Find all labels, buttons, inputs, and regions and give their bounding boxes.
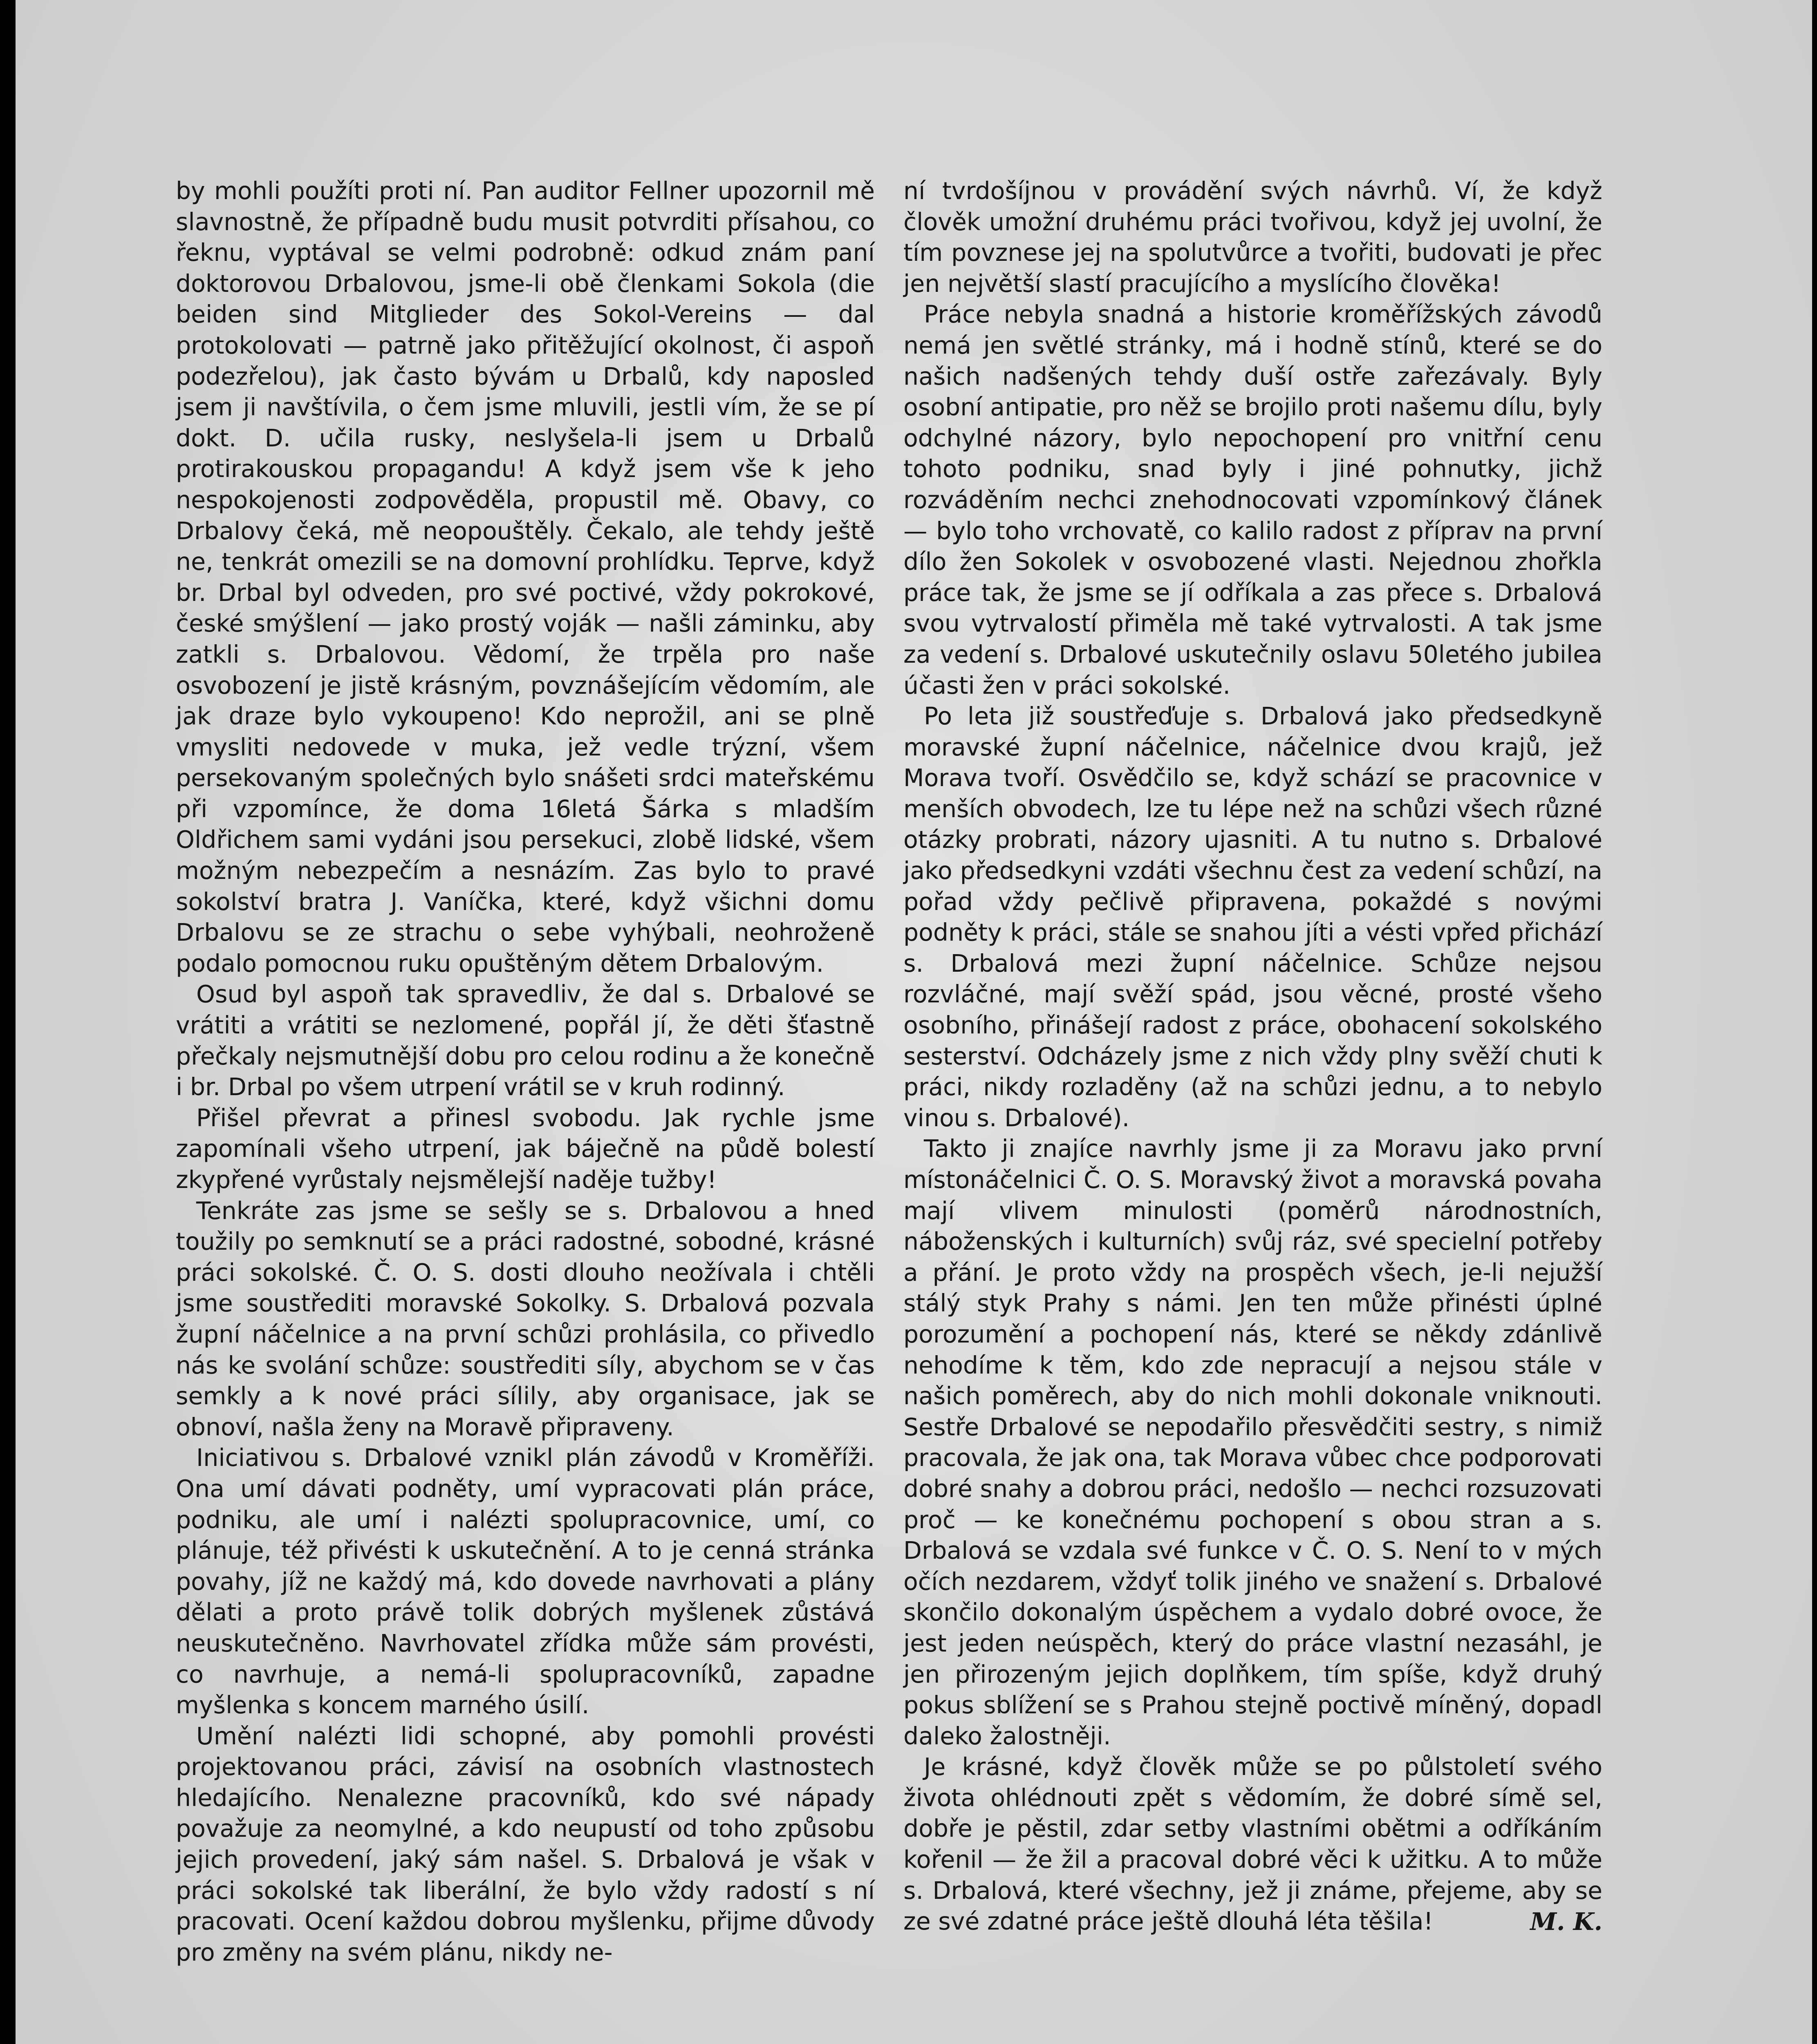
paragraph-6: Umění nalézti lidi schopné, aby pomohli provésti projektovanou práci, závisí na osobních vlastnostech hledajícího. Nenalezne pracovníků, kdo své nápady považuje za neomylné, a kdo neupustí od toho způsobu jejich provedení, jaký sám našel. S. Drbalová je však v práci sokolské tak liberální, že bylo vždy radostí s ní pracovati. Ocení každou dobrou myšlenku, přijme důvody pro změny na svém plánu, nikdy ne-	[176, 1722, 875, 1966]
paragraph-2: Osud byl aspoň tak spravedliv, že dal s. Drbalové se vrátiti a vrátiti se nezlomené, popřál jí, že děti šťastně přečkaly nejsmutnější dobu pro celou rodinu a že konečně i br. Drbal po všem utrpení vrátil se v kruh rodinný.	[176, 980, 875, 1101]
paragraph-9: Po leta již soustřeďuje s. Drbalová jako předsedkyně moravské župní náčelnice, náčelnice dvou krajů, jež Morava tvoří. Osvědčilo se, když schází se pracovnice v menších obvodech, lze tu lépe než na schůzi všech různé otázky probrati, názory ujasniti. A tu nutno s. Drbalové jako předsedkyni vzdáti všechnu čest za vedení schůzí, na pořad vždy pečlivě připravena, pokaždé s novými podněty k práci, stále se snahou jíti a vésti vpřed přichází s. Drbalová mezi župní náčelnice. Schůze nejsou rozvláčné, mají svěží spád, jsou věcné, prosté všeho osobního, přinášejí radost z práce, obohacení sokolského sesterství. Odcházely jsme z nich vždy plny svěží chuti k práci, nikdy rozladěny (až na schůzi jednu, a to nebylo vinou s. Drbalové).	[903, 702, 1602, 1132]
page	[16, 0, 1812, 2044]
paragraph-5: Iniciativou s. Drbalové vznikl plán závodů v Kroměříži. Ona umí dávati podněty, umí vypracovati plán práce, podniku, ale umí i nalézti spolupracovnice, umí, co plánuje, též přivésti k uskutečnění. A to je cenná stránka povahy, jíž ne každý má, kdo dovede navrhovati a plány dělati a proto právě tolik dobrých myšlenek zůstává neuskutečněno. Navrhovatel zřídka může sám provésti, co navrhuje, a nemá-li spolupracovníků, zapadne myšlenka s koncem marného úsilí.	[176, 1444, 875, 1719]
right-column	[903, 176, 1602, 1937]
closing-text: Je krásné, když člověk může se po půlstoletí svého života ohlédnouti zpět s vědomím, že dobré símě sel, dobře je pěstil, zdar setby vlastními obětmi a odříkáním kořenil — že žil a pracoval dobré věci k užitku. A to může s. Drbalová, které všechny, jež ji známe, přejeme, aby se ze své zdatné práce ještě dlouhá léta těšila!	[903, 1753, 1602, 1936]
left-column	[176, 176, 875, 1968]
paragraph-4: Tenkráte zas jsme se sešly se s. Drbalovou a hned toužily po semknutí se a práci radostné, sobodné, krásné práci sokolské. Č. O. S. dosti dlouho neožívala i chtěli jsme soustřediti moravské Sokolky. S. Drbalová pozvala župní náčelnice a na první schůzi prohlásila, co přivedlo nás ke svolání schůze: soustřediti síly, abychom se v čas semkly a k nové práci sílily, aby organisace, jak se obnoví, našla ženy na Moravě připraveny.	[176, 1197, 875, 1441]
author-signature: M. K.	[1530, 1907, 1602, 1936]
paragraph-7: ní tvrdošíjnou v provádění svých návrhů. Ví, že když člověk umožní druhému práci tvořivou, když jej uvolní, že tím povznese jej na spolutvůrce a tvořiti, budovati je přec jen největší slastí pracujícího a myslícího člověka!	[903, 177, 1602, 298]
paragraph-8: Práce nebyla snadná a historie kroměřížských závodů nemá jen světlé stránky, má i hodně stínů, které se do našich nadšených tehdy duší ostře zařezávaly. Byly osobní antipatie, pro něž se brojilo proti našemu dílu, byly odchylné názory, bylo nepochopení pro vnitřní cenu tohoto podniku, snad byly i jiné pohnutky, jichž rozváděním nechci znehodnocovati vzpomínkový článek — bylo toho vrchovatě, co kalilo radost z příprav na první dílo žen Sokolek v osvobozené vlasti. Nejednou zhořkla práce tak, že jsme se jí odříkala a zas přece s. Drbalová svou vytrvalostí přiměla mě také vytrvalosti. A tak jsme za vedení s. Drbalové uskutečnily oslavu 50letého jubilea účasti žen v práci sokolské.	[903, 300, 1602, 699]
paragraph-11	[903, 1752, 1602, 1937]
paragraph-3: Přišel převrat a přinesl svobodu. Jak rychle jsme zapomínali všeho utrpení, jak báječně na půdě bolestí zkypřené vyrůstaly nejsmělejší naděje tužby!	[176, 1104, 875, 1194]
paragraph-1: by mohli použíti proti ní. Pan auditor Fellner upozornil mě slavnostně, že případně budu musit potvrditi přísahou, co řeknu, vyptával se velmi podrobně: odkud znám paní doktorovou Drbalovou, jsme-li obě členkami Sokola (die beiden sind Mitglieder des Sokol-Vereins — dal protokolovati — patrně jako přitěžující okolnost, či aspoň podezřelou), jak často bývám u Drbalů, kdy naposled jsem ji navštívila, o čem jsme mluvili, jestli vím, že se pí dokt. D. učila rusky, neslyšela-li jsem u Drbalů protirakouskou propagandu! A když jsem vše k jeho nespokojenosti zodpověděla, propustil mě. Obavy, co Drbalovy čeká, mě neopouštěly. Čekalo, ale tehdy ještě ne, tenkrát omezili se na domovní prohlídku. Teprve, když br. Drbal byl odveden, pro své poctivé, vždy pokrokové, české smýšlení — jako prostý voják — našli záminku, aby zatkli s. Drbalovou. Vědomí, že trpěla pro naše osvobození je jistě krásným, povznášejícím vědomím, ale jak draze bylo vykoupeno! Kdo neprožil, ani se plně vmysliti nedovede v muka, jež vedle trýzní, všem persekovaným společných bylo snášeti srdci mateřskému při vzpomínce, že doma 16letá Šárka s mladším Oldřichem sami vydáni jsou persekuci, zlobě lidské, všem možným nebezpečím a nesnázím. Zas bylo to pravé sokolství bratra J. Vaníčka, které, když všichni domu Drbalovu se ze strachu o sebe vyhýbali, neohroženě podalo pomocnou ruku opuštěným dětem Drbalovým.	[176, 177, 875, 977]
paragraph-10: Takto ji znajíce navrhly jsme ji za Moravu jako první místonáčelnici Č. O. S. Moravský život a moravská povaha mají vlivem minulosti (poměrů národnostních, náboženských i kulturních) svůj ráz, své specielní potřeby a přání. Je proto vždy na prospěch všech, je-li nejužší stálý styk Prahy s námi. Jen ten může přinésti úplné porozumění a pochopení nás, které se někdy zdánlivě nehodíme k těm, kdo zde nepracují a nejsou stále v našich poměrech, aby do nich mohli dokonale vniknouti. Sestře Drbalové se nepodařilo přesvědčiti sestry, s nimiž pracovala, že jak ona, tak Morava vůbec chce podporovati dobré snahy a dobrou práci, nedošlo — nechci rozsuzovati proč — ke konečnému pochopení s obou stran a s. Drbalová se vzdala své funkce v Č. O. S. Není to v mých očích nezdarem, vždyť tolik jiného ve snažení s. Drbalové skončilo dokonalým úspěchem a vydalo dobré ovoce, že jest jeden neúspěch, který do práce vlastní nezasáhl, je jen přirozeným jejich doplňkem, tím spíše, když druhý pokus sblížení se s Prahou stejně poctivě míněný, dopadl daleko žalostněji.	[903, 1135, 1602, 1750]
